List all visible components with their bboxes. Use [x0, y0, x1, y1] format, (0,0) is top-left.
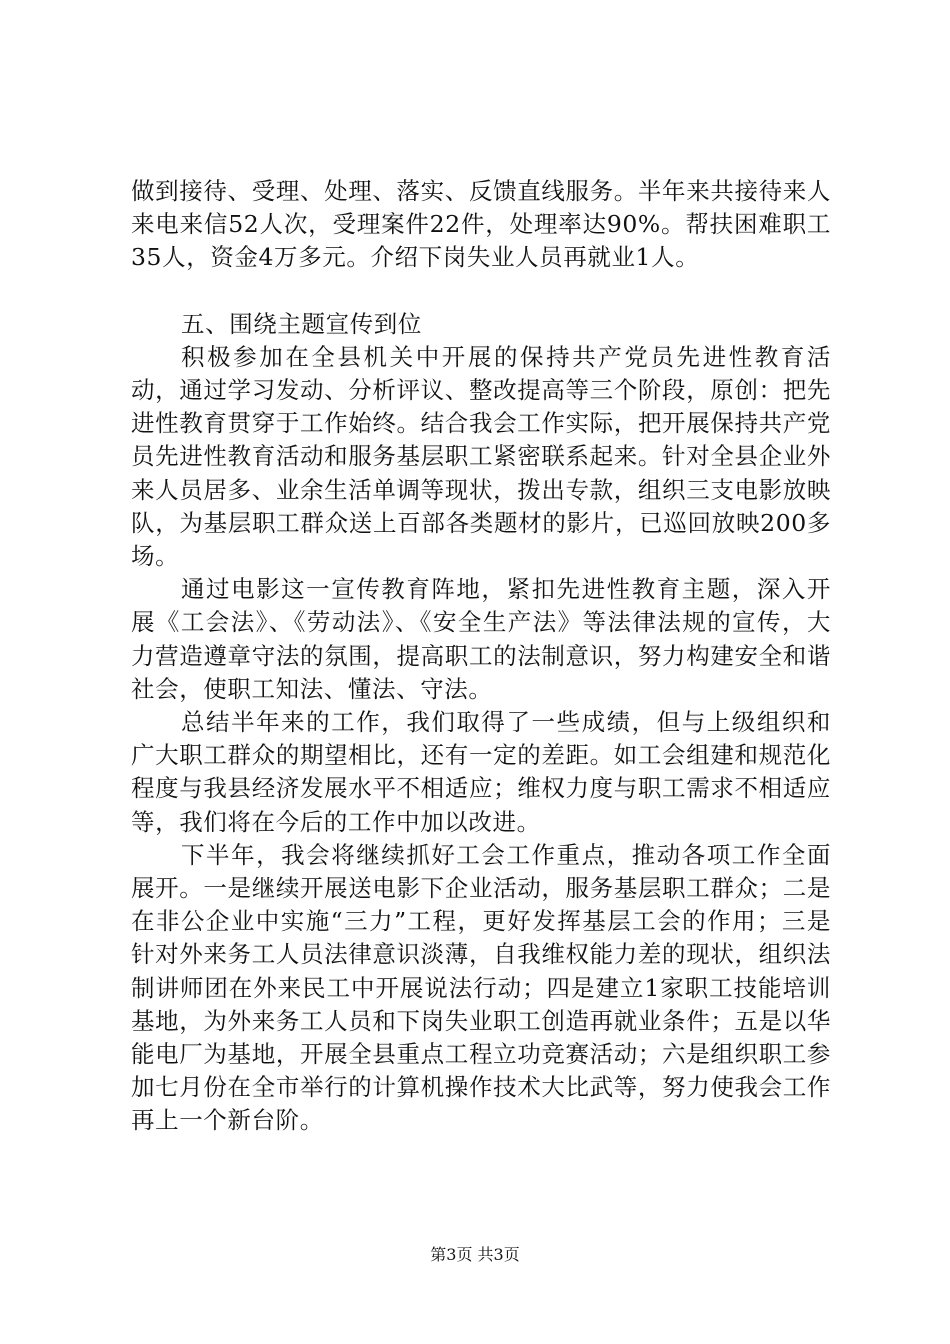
page-number-footer: 第3页 共3页	[430, 1245, 520, 1264]
paragraph-second-half-plan: 下半年，我会将继续抓好工会工作重点，推动各项工作全面展开。一是继续开展送电影下企业活动，服务基层职工群众；二是在非公企业中实施“三力”工程，更好发挥基层工会的作用；三是针对外来务工人员法律意识淡薄，自我维权能力差的现状，组织法制讲师团在外来民工中开展说法行动；四是建立1家职工技能培训基地，为外来务工人员和下岗失业职工创造再就业条件；五是以华能电厂为基地，开展全县重点工程立功竞赛活动；六是组织职工参加七月份在全市举行的计算机操作技术大比武等，努力使我会工作再上一个新台阶。	[131, 840, 831, 1135]
document-body	[131, 175, 831, 1138]
paragraph-education-activity: 积极参加在全县机关中开展的保持共产党员先进性教育活动，通过学习发动、分析评议、整改提高等三个阶段，原创：把先进性教育贯穿于工作始终。结合我会工作实际，把开展保持共产党员先进性教育活动和服务基层职工紧密联系起来。针对全县企业外来人员居多、业余生活单调等现状，拨出专款，组织三支电影放映队，为基层职工群众送上百部各类题材的影片，已巡回放映200多场。	[131, 342, 831, 571]
paragraph-law-publicity: 通过电影这一宣传教育阵地，紧扣先进性教育主题，深入开展《工会法》、《劳动法》、《安全生产法》等法律法规的宣传，大力营造遵章守法的氛围，提高职工的法制意识，努力构建安全和谐社会，使职工知法、懂法、守法。	[131, 575, 831, 703]
section-heading-publicity: 五、围绕主题宣传到位	[181, 309, 422, 338]
paragraph-half-year-summary: 总结半年来的工作，我们取得了一些成绩，但与上级组织和广大职工群众的期望相比，还有一定的差距。如工会组建和规范化程度与我县经济发展水平不相适应；维权力度与职工需求不相适应等，我们将在今后的工作中加以改进。	[131, 708, 831, 836]
paragraph-service-summary: 做到接待、受理、处理、落实、反馈直线服务。半年来共接待来人来电来信52人次，受理案件22件，处理率达90%。帮扶困难职工35人，资金4万多元。介绍下岗失业人员再就业1人。	[131, 177, 831, 272]
